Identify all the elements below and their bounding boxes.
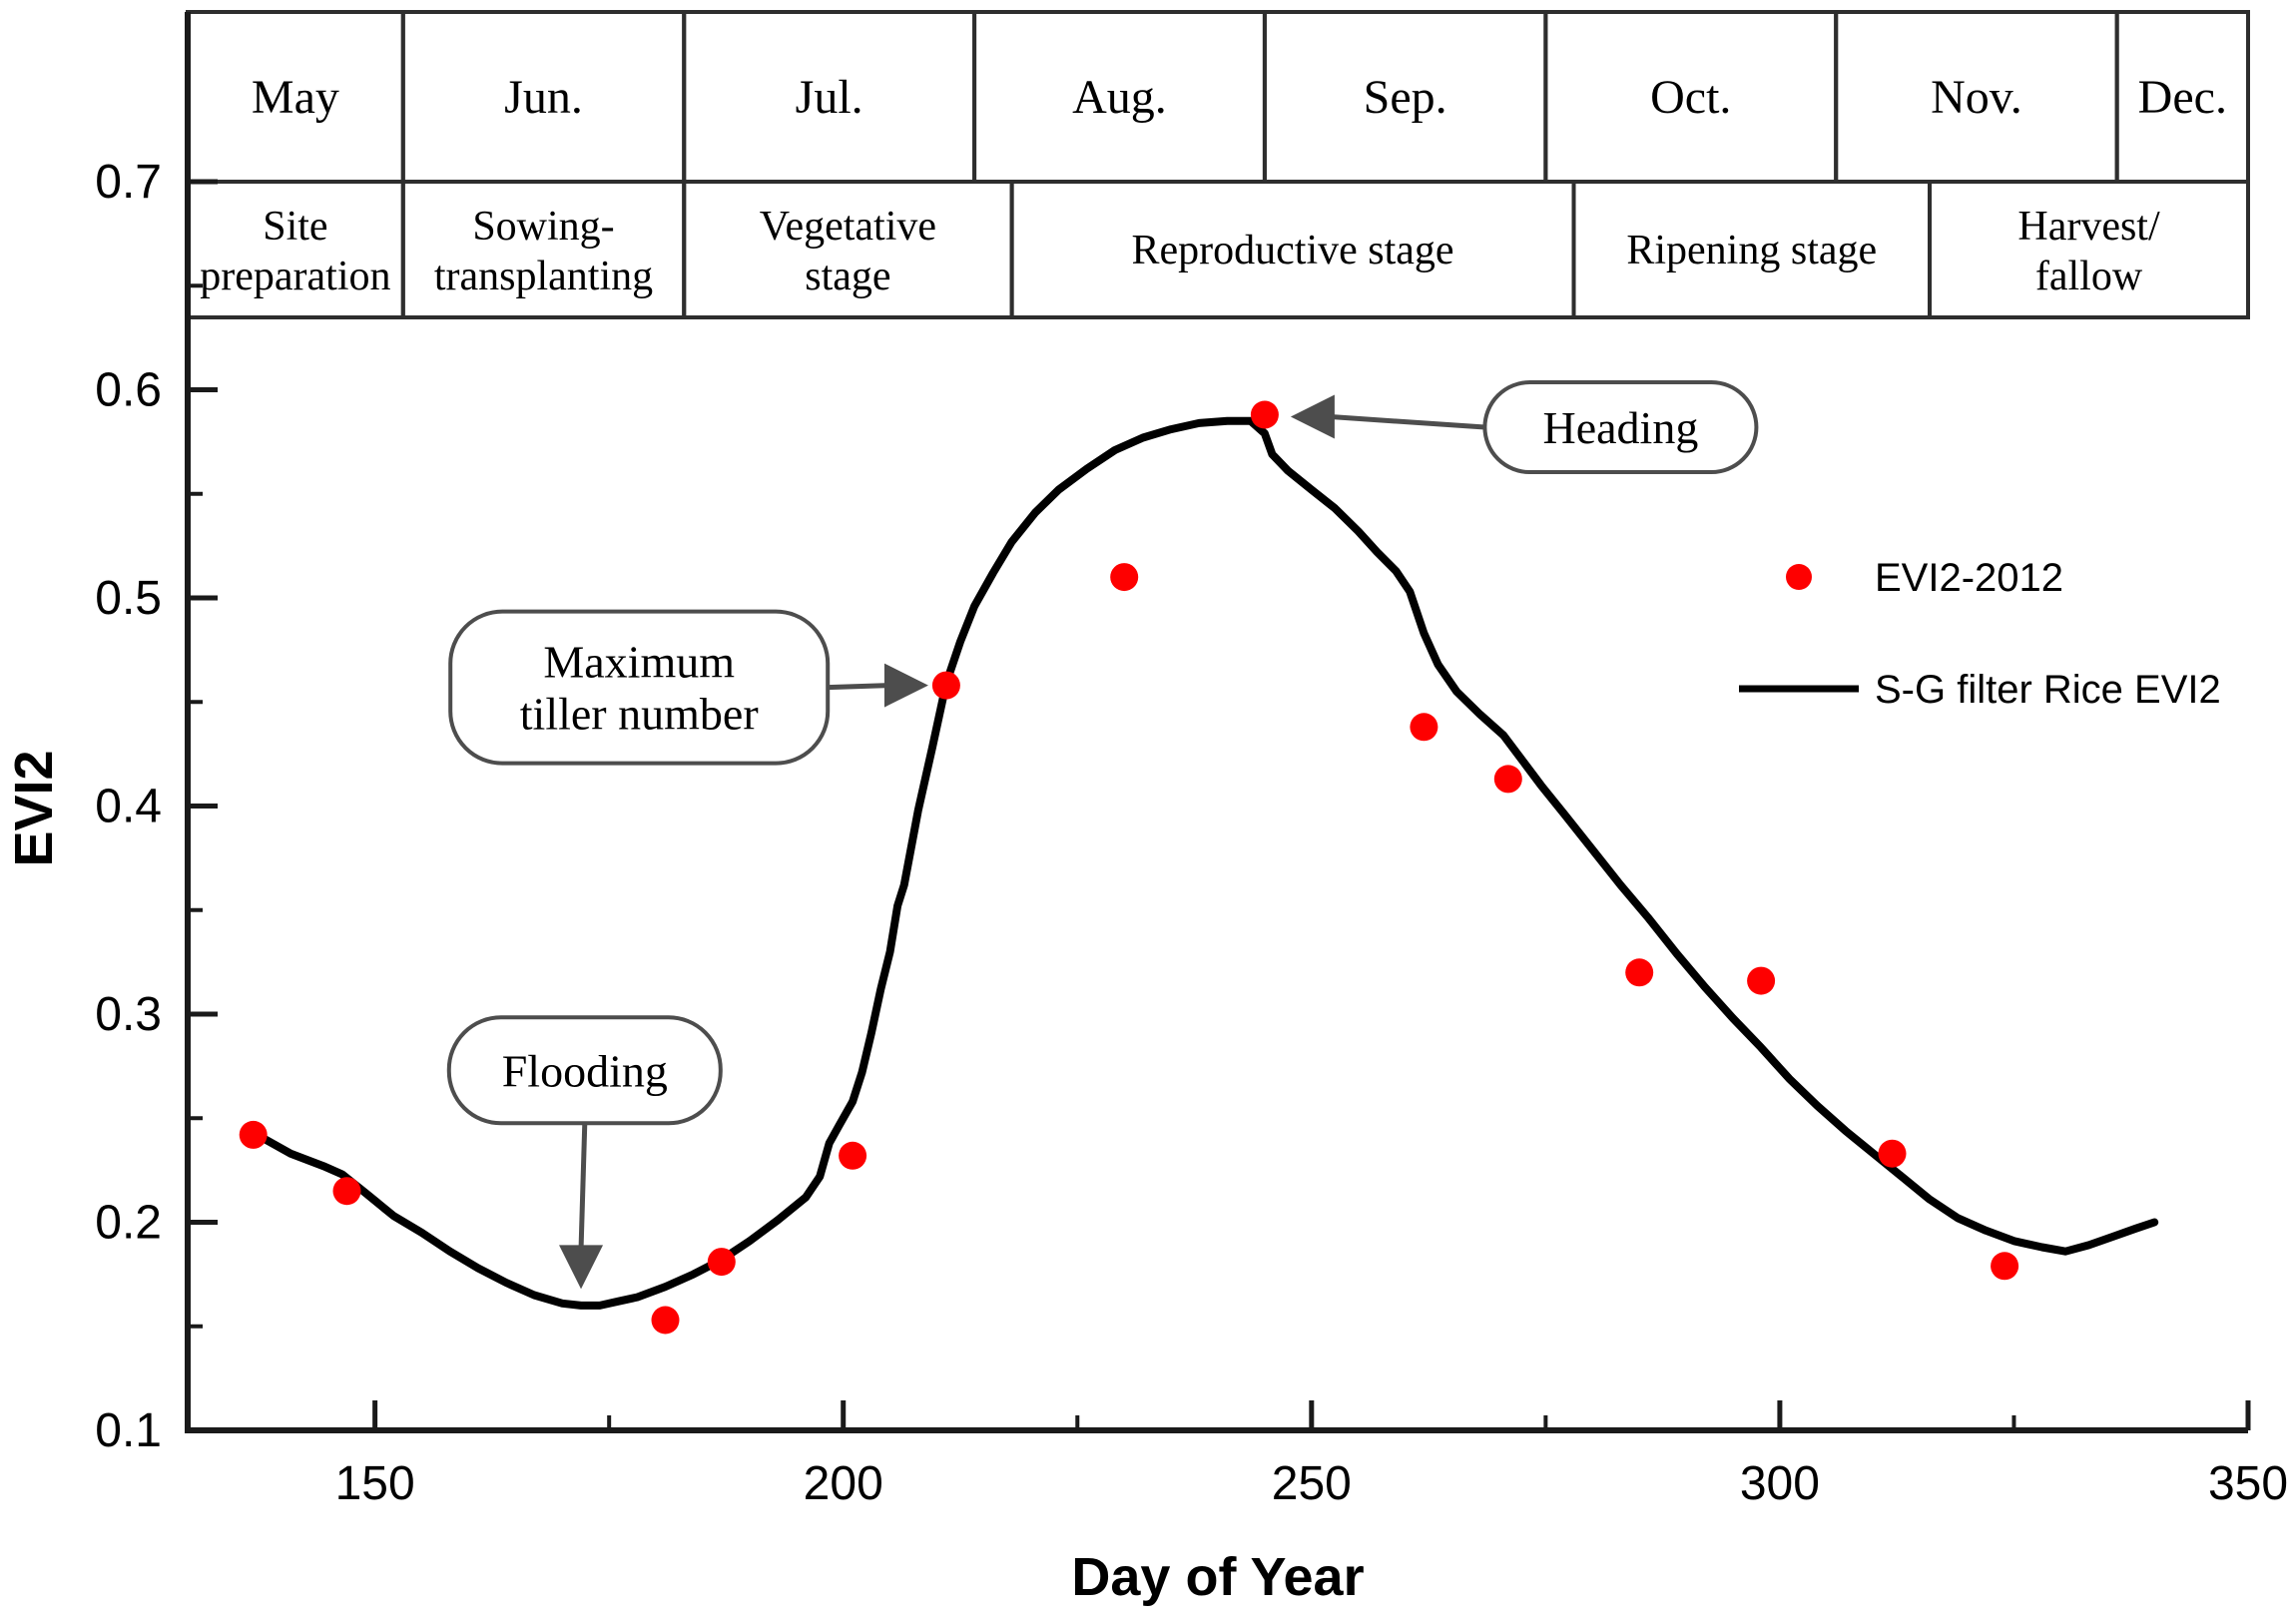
- maximum-tiller-number-arrow-shaft: [828, 686, 888, 688]
- x-tick-label: 200: [803, 1457, 883, 1510]
- evi2-data-point: [1251, 401, 1279, 429]
- y-tick-label: 0.4: [95, 780, 162, 833]
- y-tick-label: 0.7: [95, 156, 162, 209]
- y-tick-label: 0.5: [95, 572, 162, 625]
- month-label: Sep.: [1363, 71, 1447, 124]
- stage-label: Vegetative: [759, 204, 937, 250]
- stage-label: Sowing-: [472, 204, 615, 250]
- flooding-label: Flooding: [501, 1045, 668, 1097]
- month-label: Oct.: [1650, 71, 1732, 124]
- evi2-data-point: [1879, 1140, 1907, 1168]
- evi2-data-point: [333, 1177, 361, 1205]
- y-tick-label: 0.2: [95, 1196, 162, 1250]
- month-label: Jun.: [504, 71, 583, 124]
- evi2-data-point: [1110, 563, 1138, 591]
- stage-label: fallow: [2034, 254, 2143, 299]
- evi2-data-point: [1410, 713, 1437, 741]
- month-label: Jul.: [795, 71, 863, 124]
- stage-label: Harvest/: [2017, 204, 2160, 250]
- evi2-data-point: [1625, 958, 1653, 986]
- month-label: Nov.: [1931, 71, 2022, 124]
- stage-label: Reproductive stage: [1131, 228, 1454, 273]
- x-tick-label: 350: [2207, 1457, 2289, 1510]
- evi2-data-point: [932, 672, 960, 700]
- y-axis-title: EVI2: [4, 750, 64, 867]
- legend-item-label: S-G filter Rice EVI2: [1875, 668, 2221, 712]
- evi2-data-point: [1747, 967, 1775, 995]
- maximum-tiller-number-label: Maximum: [543, 636, 736, 688]
- stage-label: transplanting: [433, 254, 654, 299]
- evi2-data-point: [1991, 1252, 2018, 1280]
- evi2-data-point: [240, 1121, 268, 1149]
- month-label: Aug.: [1072, 71, 1167, 124]
- evi2-data-point: [652, 1307, 680, 1335]
- x-tick-label: 250: [1271, 1457, 1352, 1510]
- x-axis-title: Day of Year: [1071, 1547, 1365, 1607]
- legend-item-label: EVI2-2012: [1875, 556, 2064, 600]
- y-tick-label: 0.6: [95, 363, 162, 417]
- stage-label: preparation: [200, 254, 391, 299]
- y-tick-label: 0.3: [95, 988, 162, 1041]
- y-tick-label: 0.1: [95, 1404, 162, 1457]
- x-tick-label: 300: [1739, 1457, 1820, 1510]
- legend-marker-dot: [1786, 564, 1812, 590]
- stage-label: Ripening stage: [1626, 228, 1878, 273]
- maximum-tiller-number-label: tiller number: [519, 688, 759, 740]
- evi2-data-point: [839, 1142, 866, 1170]
- stage-label: Site: [263, 204, 328, 250]
- month-label: May: [251, 71, 339, 124]
- stage-label: stage: [805, 254, 891, 299]
- evi2-data-point: [1494, 765, 1522, 793]
- evi2-data-point: [708, 1248, 736, 1276]
- month-label: Dec.: [2137, 71, 2227, 124]
- heading-label: Heading: [1542, 402, 1699, 454]
- x-tick-label: 150: [334, 1457, 415, 1510]
